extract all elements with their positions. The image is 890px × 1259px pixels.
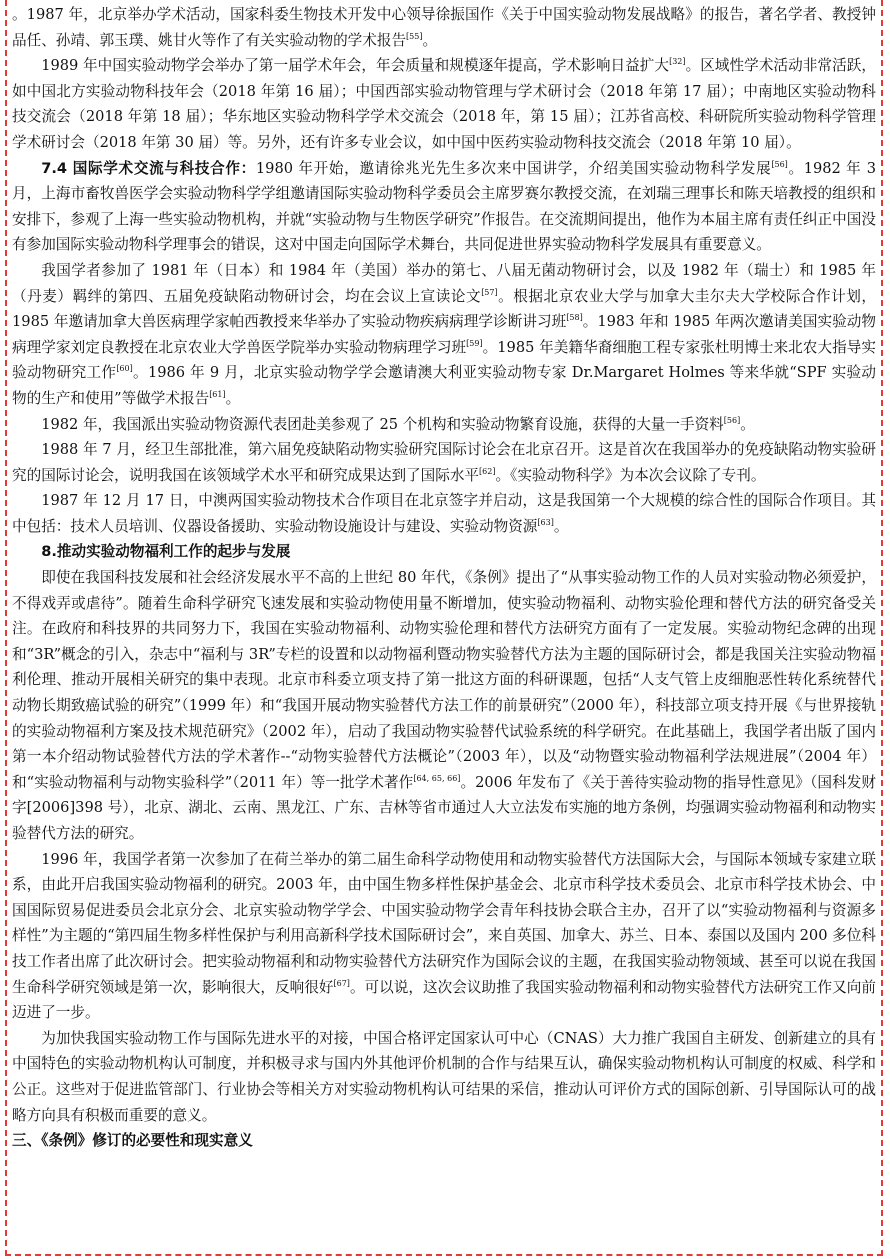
document-body xyxy=(12,2,876,1154)
paragraph-1: 。1987 年，北京举办学术活动，国家科委生物技术开发中心领导徐振国作《关于中国实验动物发展战略》的报告，著名学者、教授钟品任、孙靖、郭玉璞、姚甘火等作了有关实验动物的学术报告[55]。 xyxy=(12,6,876,49)
section-heading-3: 三、《条例》修订的必要性和现实意义 xyxy=(12,1132,253,1150)
paragraph-2: 1989 年中国实验动物学会举办了第一届学术年会，年会质量和规模逐年提高，学术影响日益扩大[32]。区域性学术活动非常活跃，如中国北方实验动物科技年会（2018 年第 16 届）；中国西部实验动物管理与学术研讨会（2018 年第 17 届）；中南地区实验动物科技交流会（2018 年第 18 届）；华东地区实验动物科学学术交流会（2018 年，第 15 届）；江苏省高校、科研院所实验动物科学管理学术研讨会（2018 年第 30 届）等。另外，还有许多专业会议，如中国中医药实验动物科技交流会（2018 年第 10 届）。 xyxy=(12,57,876,151)
paragraph-7: 1987 年 12 月 17 日，中澳两国实验动物技术合作项目在北京签字并启动，这是我国第一个大规模的综合性的国际合作项目。其中包括：技术人员培训、仪器设备援助、实验动物设施设计与建设、实验动物资源[63]。 xyxy=(12,492,876,535)
section-heading-8: 8.推动实验动物福利工作的起步与发展 xyxy=(41,543,291,561)
paragraph-8: 即使在我国科技发展和社会经济发展水平不高的上世纪 80 年代，《条例》提出了“从事实验动物工作的人员对实验动物必须爱护，不得戏弄或虐待”。随着生命科学研究飞速发展和实验动物使用量不断增加，使实验动物福利、动物实验伦理和替代方法的研究备受关注。在政府和科技界的共同努力下，我国在实验动物福利、动物实验伦理和替代方法研究方面有了一定发展。实验动物纪念碑的出现和“3R”概念的引入，杂志中“福利与 3R”专栏的设置和以动物福利暨动物实验替代方法为主题的国际研讨会，都是我国关注实验动物福利伦理、推动开展相关研究的集中表现。北京市科委立项支持了第一批这方面的科研课题，包括“人支气管上皮细胞恶性转化系统替代动物长期致癌试验的研究”（1999 年）和“我国开展动物实验替代方法工作的前景研究”（2000 年），科技部立项支持开展《与世界接轨的实验动物福利方案及技术规范研究》（2002 年），启动了我国动物实验替代试验系统的科学研究。在此基础上，我国学者出版了国内第一本介绍动物试验替代方法的学术著作--“动物实验替代方法概论”（2003 年），以及“动物暨实验动物福利学法规进展”（2004 年）和“实验动物福利与动物实验科学”（2011 年）等一批学术著作[64, 65, 66]。2006 年发布了《关于善待实验动物的指导性意见》（国科发财字[2006]398 号），北京、湖北、云南、黑龙江、广东、吉林等省市通过人大立法发布实施的地方条例，均强调实验动物福利和动物实验替代方法的研究。 xyxy=(12,569,876,842)
paragraph-10: 为加快我国实验动物工作与国际先进水平的对接，中国合格评定国家认可中心（CNAS）大力推广我国自主研发、创新建立的具有中国特色的实验动物机构认可制度，并积极寻求与国内外其他评价机制的合作与结果互认，确保实验动物机构认可制度的权威、科学和公正。这些对于促进监管部门、行业协会等相关方对实验动物机构认可结果的采信，推动认可评价方式的国际创新、引导国际认可的战略方向具有积极而重要的意义。 xyxy=(12,1029,876,1124)
paragraph-6: 1988 年 7 月，经卫生部批准，第六届免疫缺陷动物实验研究国际讨论会在北京召开。这是首次在我国举办的免疫缺陷动物实验研究的国际讨论会，说明我国在该领域学术水平和研究成果达到了国际水平[62]。《实验动物科学》为本次会议除了专刊。 xyxy=(12,441,876,484)
paragraph-9: 1996 年，我国学者第一次参加了在荷兰举办的第二届生命科学动物使用和动物实验替代方法国际大会，与国际本领域专家建立联系，由此开启我国实验动物福利的研究。2003 年，由中国生物多样性保护基金会、北京市科学技术委员会、北京市科学技术协会、中国国际贸易促进委员会北京分会、北京实验动物学学会、中国实验动物学会青年科技协会联合主办，召开了以“实验动物福利与资源多样性”为主题的“第四届生物多样性保护与利用高新科学技术国际研讨会”，来自英国、加拿大、苏兰、日本、泰国以及国内 200 多位科技工作者出席了此次研讨会。把实验动物福利和动物实验替代方法研究作为国际会议的主题，在我国实验动物领域、甚至可以说在我国生命科学研究领域是第一次，影响很大，反响很好[67]。可以说，这次会议助推了我国实验动物福利和动物实验替代方法研究工作又向前迈进了一步。 xyxy=(12,850,876,1022)
paragraph-3: 7.4 国际学术交流与科技合作：1980 年开始，邀请徐兆光先生多次来中国讲学，介绍美国实验动物科学发展[56]。1982 年 3 月，上海市畜牧兽医学会实验动物科学学组邀请国际实验动物科学委员会主席罗赛尔教授交流，在刘瑞三理事长和陈天培教授的组织和安排下，参观了上海一些实验动物机构，并就“实验动物与生物医学研究”作报告。在交流期间提出，他作为本届主席有责任纠正中国没有参加国际实验动物科学理事会的错误，这对中国走向国际学术舞台，共同促进世界实验动物科学发展具有重要意义。 xyxy=(12,159,876,254)
section-heading-7-4: 7.4 国际学术交流与科技合作： xyxy=(41,159,256,177)
paragraph-5: 1982 年，我国派出实验动物资源代表团赴美参观了 25 个机构和实验动物繁育设施，获得的大量一手资料[56]。 xyxy=(41,415,755,433)
paragraph-4: 我国学者参加了 1981 年（日本）和 1984 年（美国）举办的第七、八届无菌动物研讨会，以及 1982 年（瑞士）和 1985 年（丹麦）羁绊的第四、五届免疫缺陷动物研讨会，均在会议上宣读论文[57]。根据北京农业大学与加拿大圭尔夫大学校际合作计划，1985 年邀请加拿大兽医病理学家帕西教授来华举办了实验动物疾病病理学诊断讲习班[58]。1983 年和 1985 年两次邀请美国实验动物病理学家刘定良教授在北京农业大学兽医学院举办实验动物病理学习班[59]。1985 年美籍华裔细胞工程专家张杜明博士来北农大指导实验动物研究工作[60]。1986 年 9 月，北京实验动物学学会邀请澳大利亚实验动物专家 Dr.Margaret Holmes 等来华就“SPF 实验动物的生产和使用”等做学术报告[61]。 xyxy=(12,261,876,407)
